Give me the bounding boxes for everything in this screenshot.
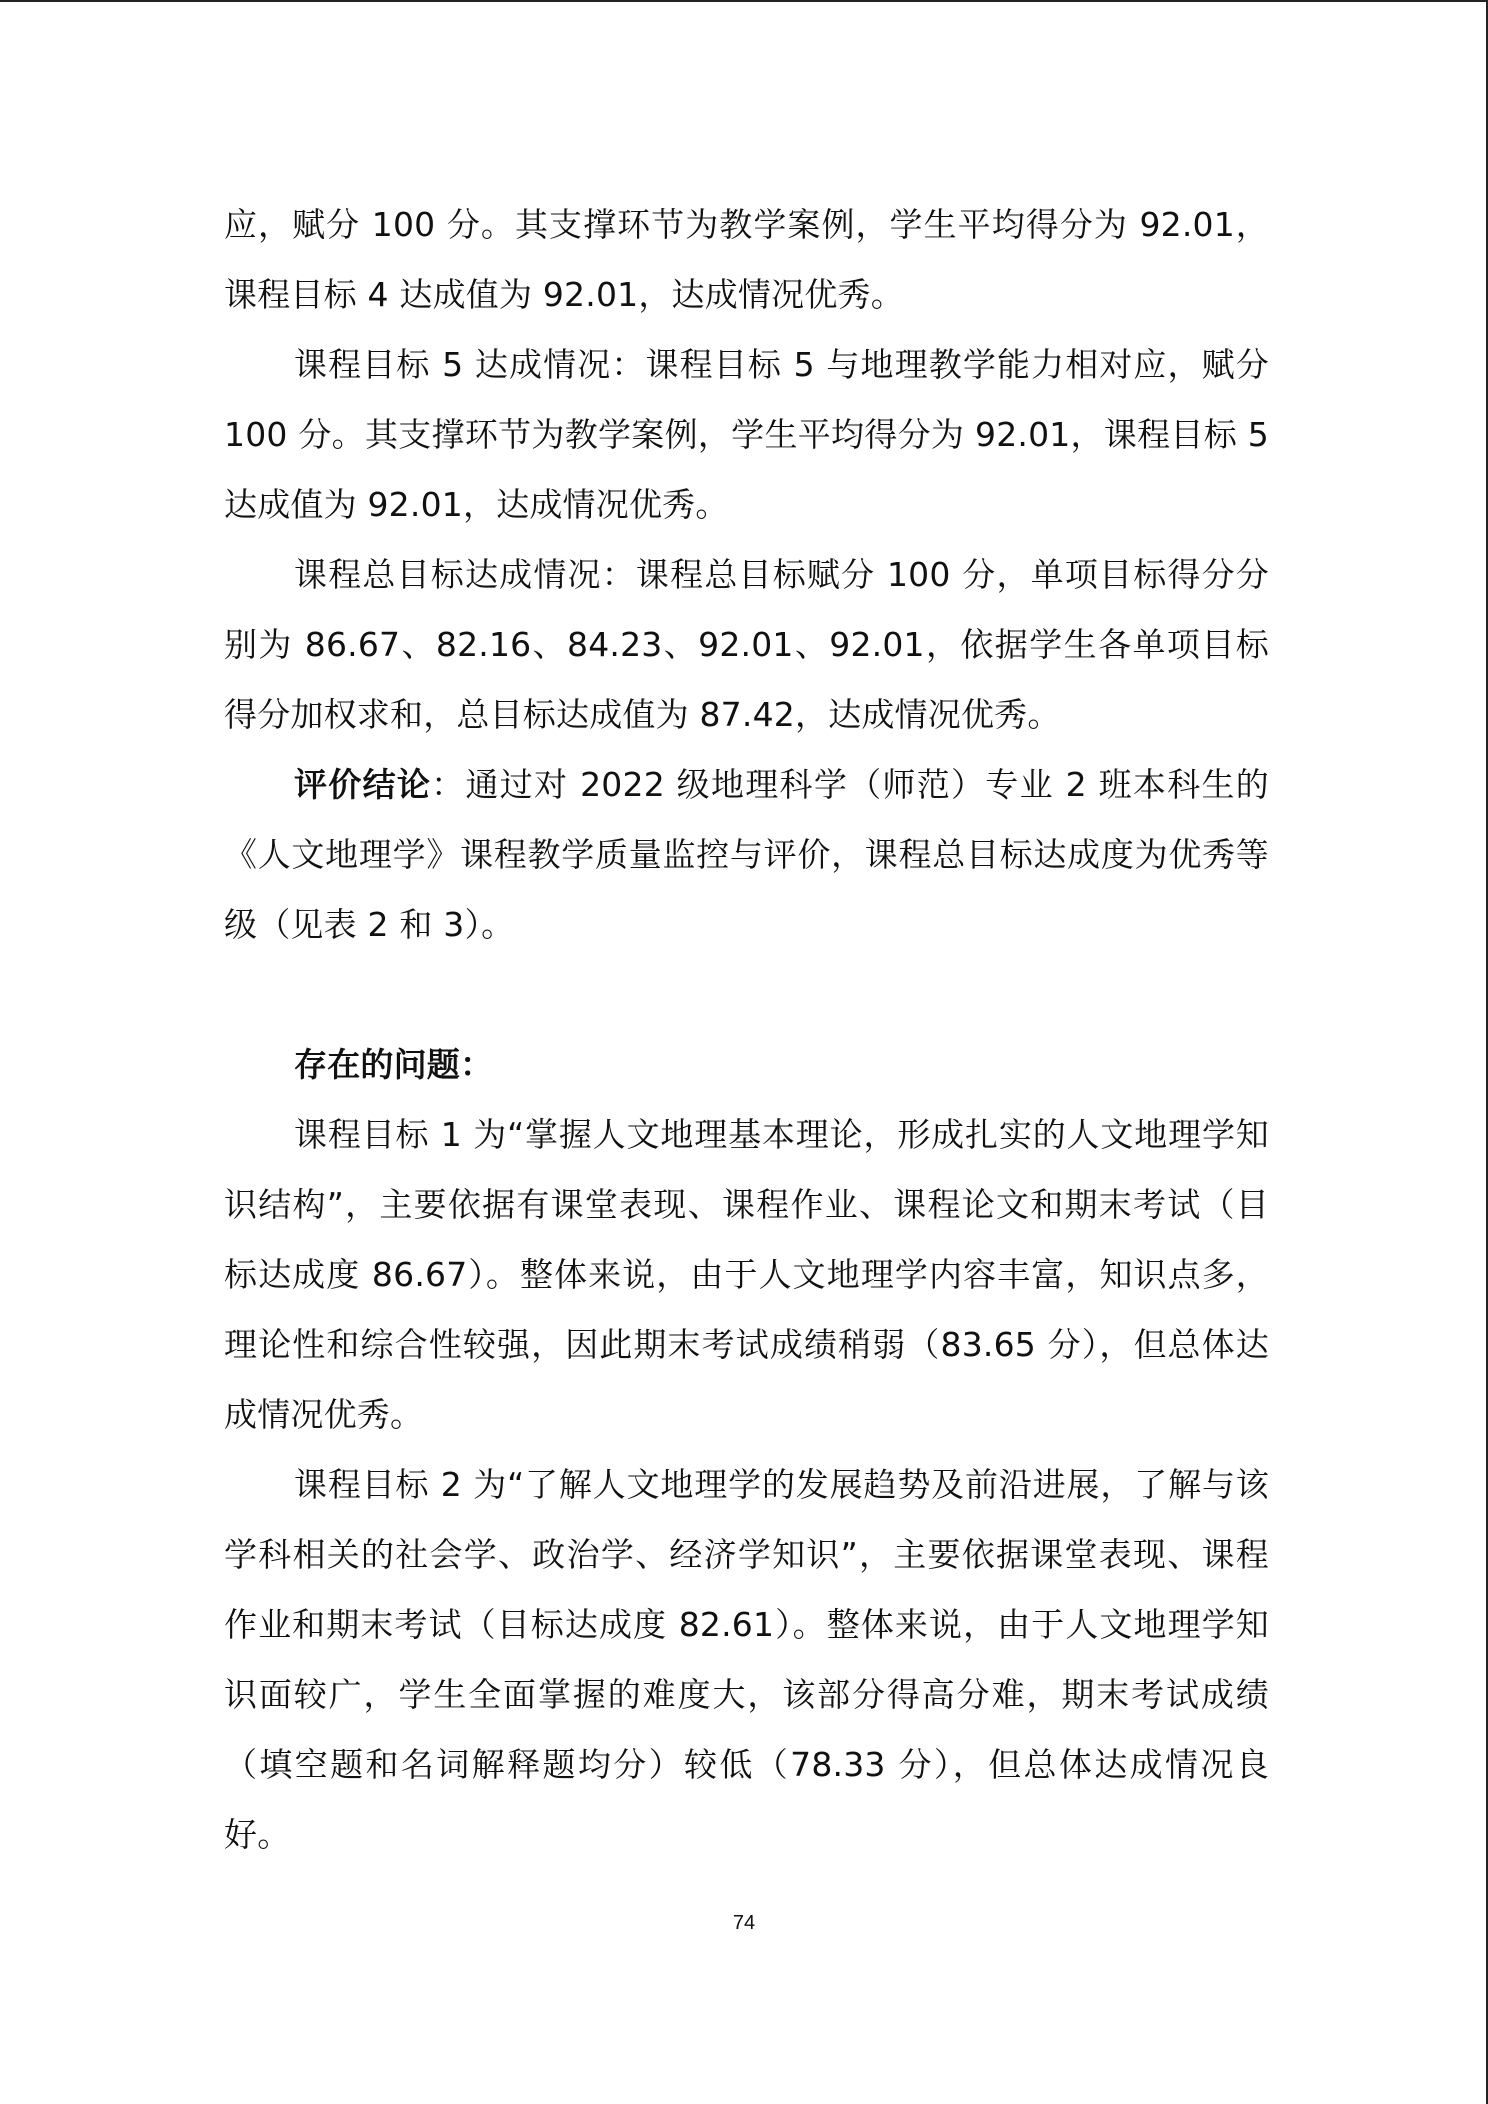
document-body — [224, 190, 1269, 1870]
paragraph-goal1-problem — [224, 1100, 1269, 1450]
bold-lead-text: 评价结论 — [294, 765, 432, 804]
paragraph-overall-goal-result — [224, 540, 1269, 750]
paragraph-goal4-result — [224, 190, 1269, 330]
bold-lead-text: 存在的问题： — [294, 1045, 494, 1084]
paragraph-text: ：通过对 2022 级地理科学（师范）专业 2 班本科生的《人文地理学》课程教学质量监控与评价，课程总目标达成度为优秀等级（见表 2 和 3）。 — [224, 765, 1269, 944]
paragraph-spacer — [224, 960, 1269, 1030]
paragraph-goal2-problem — [224, 1450, 1269, 1870]
paragraph-text: 课程目标 2 为“了解人文地理学的发展趋势及前沿进展，了解与该学科相关的社会学、政治学、经济学知识”，主要依据课堂表现、课程作业和期末考试（目标达成度 82.61）。整体来说，由于人文地理学知识面较广，学生全面掌握的难度大，该部分得高分难，期末考试成绩（填空题和名词解释题均分）较低（78.33 分），但总体达成情况良好。 — [224, 1465, 1269, 1854]
paragraph-text: 课程目标 5 达成情况：课程目标 5 与地理教学能力相对应，赋分 100 分。其支撑环节为教学案例，学生平均得分为 92.01，课程目标 5 达成值为 92.01，达成情况优秀。 — [224, 345, 1269, 524]
section-heading-problems — [224, 1030, 1269, 1100]
page-number: 74 — [732, 1912, 756, 1934]
paragraph-evaluation-conclusion — [224, 750, 1269, 960]
paragraph-text: 应，赋分 100 分。其支撑环节为教学案例，学生平均得分为 92.01，课程目标 4 达成值为 92.01，达成情况优秀。 — [224, 205, 1269, 314]
paragraph-text: 课程总目标达成情况：课程总目标赋分 100 分，单项目标得分分别为 86.67、82.16、84.23、92.01、92.01，依据学生各单项目标得分加权求和，总目标达成值为 87.42，达成情况优秀。 — [224, 555, 1269, 734]
paragraph-goal5-result — [224, 330, 1269, 540]
paragraph-text: 课程目标 1 为“掌握人文地理基本理论，形成扎实的人文地理学知识结构”，主要依据有课堂表现、课程作业、课程论文和期末考试（目标达成度 86.67）。整体来说，由于人文地理学内容丰富，知识点多，理论性和综合性较强，因此期末考试成绩稍弱（83.65 分），但总体达成情况优秀。 — [224, 1115, 1269, 1434]
